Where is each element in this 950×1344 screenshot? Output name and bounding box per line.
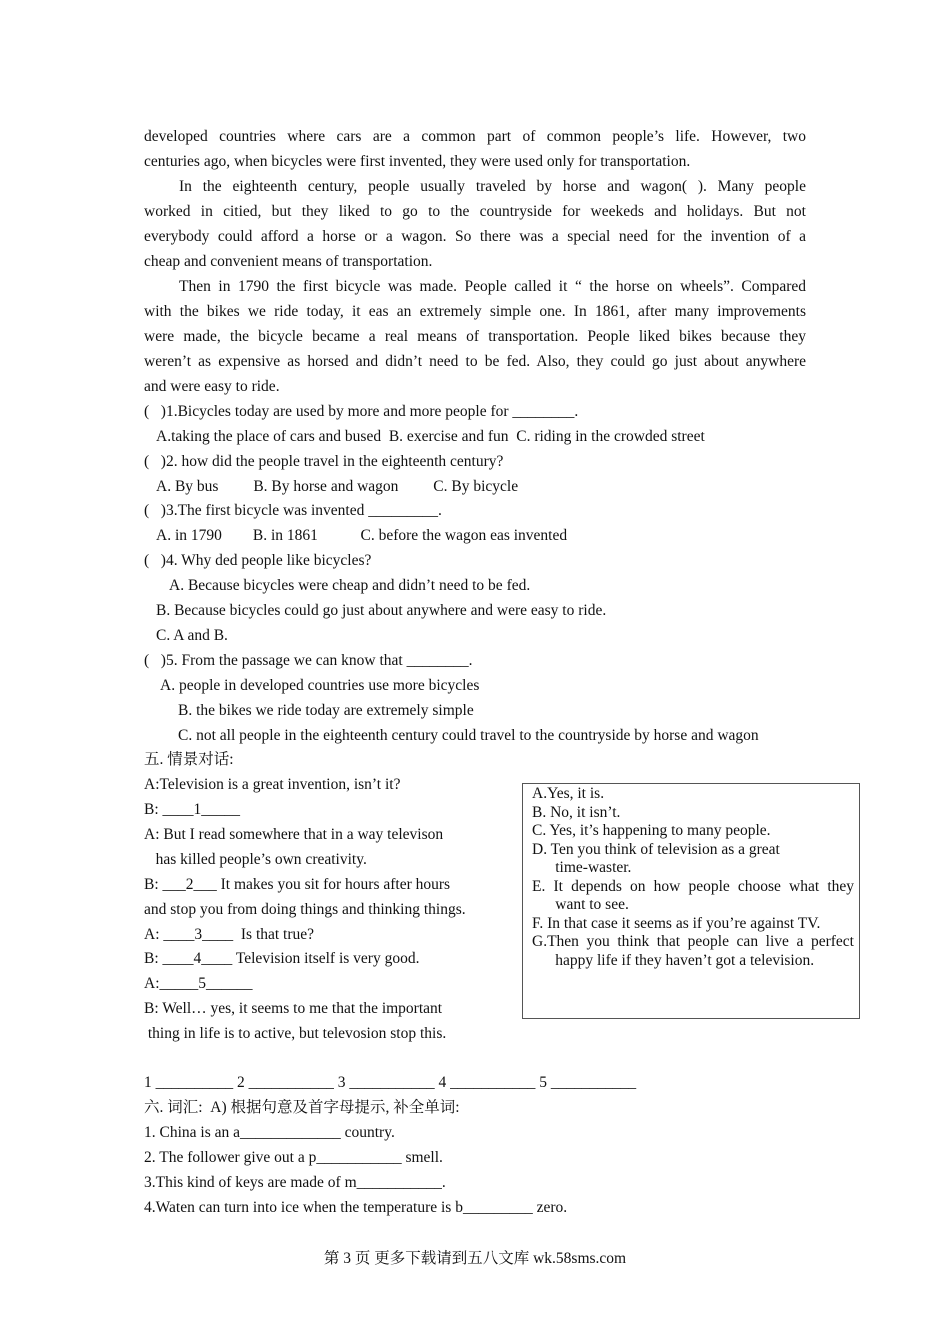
choice-e-cont: want to see. bbox=[532, 896, 629, 913]
dialogue-line: A: But I read somewhere that in a way televison bbox=[144, 826, 444, 843]
question-options: A. in 1790 B. in 1861 C. before the wagon eas invented bbox=[156, 527, 568, 544]
section6-heading: 六. 词汇: A) 根据句意及首字母提示, 补全单词: bbox=[144, 1099, 460, 1116]
vocab-item[interactable]: 1. China is an a_____________ country. bbox=[144, 1124, 395, 1141]
question-options: A. By bus B. By horse and wagon C. By bicycle bbox=[156, 478, 519, 495]
question-option: C. A and B. bbox=[156, 627, 228, 644]
passage-line: with the bikes we ride today, it eas an extremely simple one. In 1861, after many improvements bbox=[144, 303, 806, 320]
passage-line: weren’t as expensive as horsed and didn’t need to be fed. Also, they could go just about anywhere bbox=[144, 353, 806, 370]
dialogue-blank-2[interactable]: B: ___2___ It makes you sit for hours after hours bbox=[144, 876, 451, 893]
answer-blanks[interactable]: 1 __________ 2 ___________ 3 ___________ 4 ___________ 5 ___________ bbox=[144, 1074, 637, 1091]
question-option: C. not all people in the eighteenth century could travel to the countryside by horse and wagon bbox=[178, 727, 759, 744]
dialogue-line: thing in life is to active, but televosion stop this. bbox=[144, 1025, 447, 1042]
question-options: A.taking the place of cars and bused B. exercise and fun C. riding in the crowded street bbox=[156, 428, 705, 445]
vocab-item[interactable]: 2. The follower give out a p___________ smell. bbox=[144, 1149, 443, 1166]
passage-line: worked in citied, but they liked to go to the countryside for weekeds and holidays. But not bbox=[144, 203, 806, 220]
question-stem[interactable]: ( )1.Bicycles today are used by more and more people for ________. bbox=[144, 403, 579, 420]
dialogue-line: has killed people’s own creativity. bbox=[144, 851, 367, 868]
question-stem[interactable]: ( )3.The first bicycle was invented _________. bbox=[144, 502, 442, 519]
question-option: A. Because bicycles were cheap and didn’t need to be fed. bbox=[169, 577, 531, 594]
question-option: B. the bikes we ride today are extremely simple bbox=[178, 702, 474, 719]
question-stem[interactable]: ( )5. From the passage we can know that ________. bbox=[144, 652, 473, 669]
dialogue-choices-box bbox=[522, 783, 860, 1019]
vocab-item[interactable]: 3.This kind of keys are made of m___________. bbox=[144, 1174, 446, 1191]
vocab-item[interactable]: 4.Waten can turn into ice when the temperature is b_________ zero. bbox=[144, 1199, 568, 1216]
choice-e: E. It depends on how people choose what they bbox=[532, 878, 854, 895]
choice-b: B. No, it isn’t. bbox=[532, 804, 621, 821]
passage-line: Then in 1790 the first bicycle was made. People called it “ the horse on wheels”. Compared bbox=[179, 278, 806, 295]
dialogue-line: A:Television is a great invention, isn’t it? bbox=[144, 776, 401, 793]
passage-line: cheap and convenient means of transportation. bbox=[144, 253, 433, 270]
dialogue-line: and stop you from doing things and thinking things. bbox=[144, 901, 466, 918]
question-stem[interactable]: ( )4. Why ded people like bicycles? bbox=[144, 552, 372, 569]
choice-f: F. In that case it seems as if you’re against TV. bbox=[532, 915, 821, 932]
passage-line: were made, the bicycle became a real means of transportation. People liked bikes because they bbox=[144, 328, 806, 345]
choice-d: D. Ten you think of television as a great bbox=[532, 841, 780, 858]
section5-heading: 五. 情景对话: bbox=[144, 751, 234, 768]
passage-line: and were easy to ride. bbox=[144, 378, 280, 395]
page-footer: 第 3 页 更多下载请到五八文库 wk.58sms.com bbox=[323, 1250, 627, 1267]
choice-g-cont: happy life if they haven’t got a television. bbox=[532, 952, 815, 969]
dialogue-blank-1[interactable]: B: ____1_____ bbox=[144, 801, 241, 818]
question-option: B. Because bicycles could go just about anywhere and were easy to ride. bbox=[156, 602, 607, 619]
passage-line: In the eighteenth century, people usually traveled by horse and wagon( ). Many people bbox=[179, 178, 806, 195]
choice-g: G.Then you think that people can live a perfect bbox=[532, 933, 854, 950]
dialogue-line: B: Well… yes, it seems to me that the important bbox=[144, 1000, 443, 1017]
passage-line: everybody could afford a horse or a wagon. So there was a special need for the invention of a bbox=[144, 228, 806, 245]
dialogue-blank-5[interactable]: A:_____5______ bbox=[144, 975, 253, 992]
question-option: A. people in developed countries use more bicycles bbox=[160, 677, 480, 694]
passage-line: centuries ago, when bicycles were first invented, they were used only for transportation. bbox=[144, 153, 691, 170]
choice-c: C. Yes, it’s happening to many people. bbox=[532, 822, 771, 839]
dialogue-blank-3[interactable]: A: ____3____ Is that true? bbox=[144, 926, 315, 943]
choice-a: A.Yes, it is. bbox=[532, 785, 605, 802]
dialogue-blank-4[interactable]: B: ____4____ Television itself is very good. bbox=[144, 950, 420, 967]
passage-line: developed countries where cars are a common part of common people’s life. However, two bbox=[144, 128, 806, 145]
question-stem[interactable]: ( )2. how did the people travel in the eighteenth century? bbox=[144, 453, 504, 470]
choice-d-cont: time-waster. bbox=[532, 859, 632, 876]
